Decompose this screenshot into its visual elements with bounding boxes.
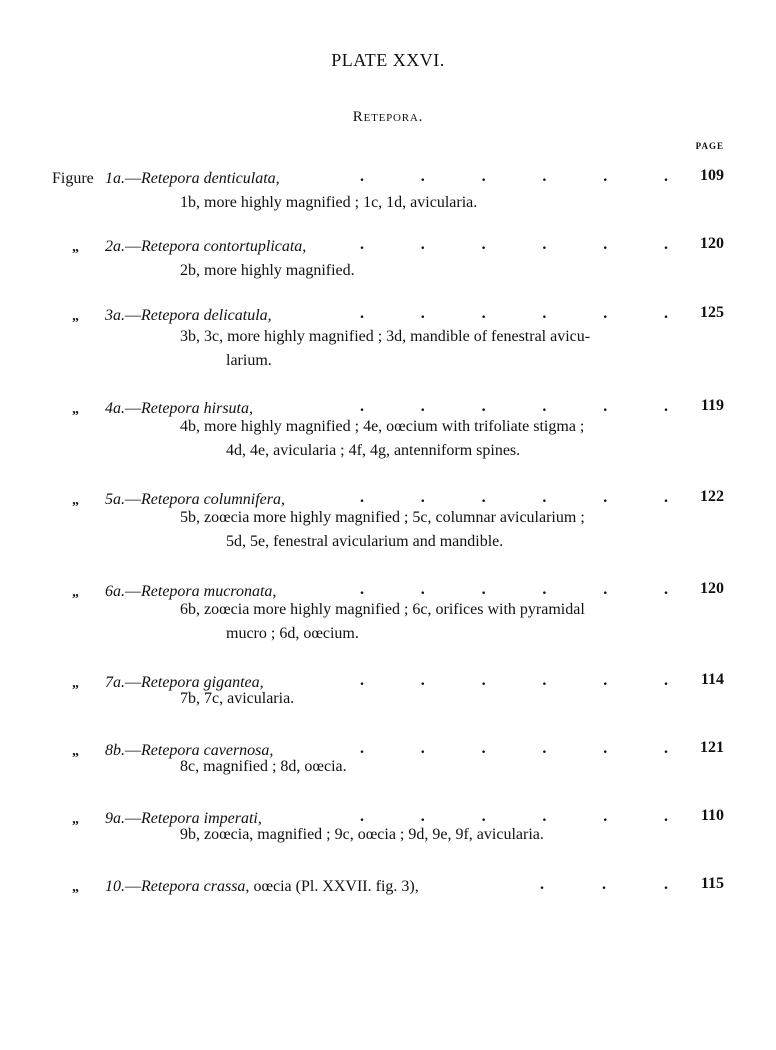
- entry-label: 2a.—Retepora contortuplicata,: [105, 238, 307, 255]
- page-number: 110: [700, 807, 724, 824]
- page-column-label: PAGE: [695, 141, 724, 151]
- ditto-mark: „: [72, 402, 79, 417]
- page-number: 120: [700, 580, 724, 597]
- ditto-mark: „: [72, 812, 79, 827]
- ditto-mark: „: [72, 240, 79, 255]
- page-number: 120: [700, 235, 724, 252]
- entry-description: 8c, magnified ; 8d, oœcia.: [180, 758, 347, 775]
- page-number: 109: [700, 167, 724, 184]
- entry-description: 4b, more highly magnified ; 4e, oœcium with trifoliate stigma ; 4d, 4e, avicularia ; 4f, 4g, antenniform spines.: [180, 418, 585, 459]
- leader-dots: . . . . . .: [360, 305, 668, 322]
- leader-dots: . . . . . .: [360, 581, 668, 598]
- leader-dots: . . . . . .: [360, 808, 668, 825]
- ditto-mark: „: [72, 493, 79, 508]
- ditto-mark: „: [72, 309, 79, 324]
- entry-description: 5b, zoœcia more highly magnified ; 5c, columnar avicularium ; 5d, 5e, fenestral avicularium and mandible.: [180, 509, 585, 550]
- entry-description: 6b, zoœcia more highly magnified ; 6c, orifices with pyramidal mucro ; 6d, oœcium.: [180, 601, 585, 642]
- page-number: 121: [700, 739, 724, 756]
- page-number: 115: [700, 875, 724, 892]
- entry-description: 9b, zoœcia, magnified ; 9c, oœcia ; 9d, 9e, 9f, avicularia.: [180, 826, 544, 843]
- page-number: 125: [700, 304, 724, 321]
- entry-label: 4a.—Retepora hirsuta,: [105, 400, 253, 417]
- entry-description: 1b, more highly magnified ; 1c, 1d, avicularia.: [180, 194, 478, 211]
- leader-dots: . . . . . .: [360, 398, 668, 415]
- entry-label: 7a.—Retepora gigantea,: [105, 674, 264, 691]
- entry-label: 9a.—Retepora imperati,: [105, 810, 262, 827]
- leader-dots: . . . . . .: [360, 740, 668, 757]
- leader-dots: . . . . . .: [360, 168, 668, 185]
- ditto-mark: „: [72, 585, 79, 600]
- plate-title: PLATE XXVI.: [331, 50, 445, 70]
- leader-dots: . . . . . .: [360, 672, 668, 689]
- entry-label: 8b.—Retepora cavernosa,: [105, 742, 274, 759]
- page-number: 122: [700, 488, 724, 505]
- ditto-mark: „: [72, 744, 79, 759]
- leader-dots: . . . . . .: [360, 236, 668, 253]
- page-number: 114: [700, 671, 724, 688]
- entry-description: 7b, 7c, avicularia.: [180, 690, 295, 707]
- entry-label: 3a.—Retepora delicatula,: [105, 307, 272, 324]
- entry-label: 6a.—Retepora mucronata,: [105, 583, 277, 600]
- entry-label: 10.—Retepora crassa, oœcia (Pl. XXVII. fig. 3),: [105, 878, 419, 895]
- entry-description: 2b, more highly magnified.: [180, 262, 355, 279]
- entry-lead: Figure: [52, 170, 94, 187]
- ditto-mark: „: [72, 676, 79, 691]
- leader-dots: . . .: [540, 876, 668, 893]
- ditto-mark: „: [72, 880, 79, 895]
- entry-label: 1a.—Retepora denticulata,: [105, 170, 280, 187]
- entry-label: 5a.—Retepora columnifera,: [105, 491, 285, 508]
- page-number: 119: [700, 397, 724, 414]
- section-title: Retepora.: [352, 109, 424, 125]
- entry-description: 3b, 3c, more highly magnified ; 3d, mandible of fenestral avicu- larium.: [180, 328, 591, 369]
- leader-dots: . . . . . .: [360, 489, 668, 506]
